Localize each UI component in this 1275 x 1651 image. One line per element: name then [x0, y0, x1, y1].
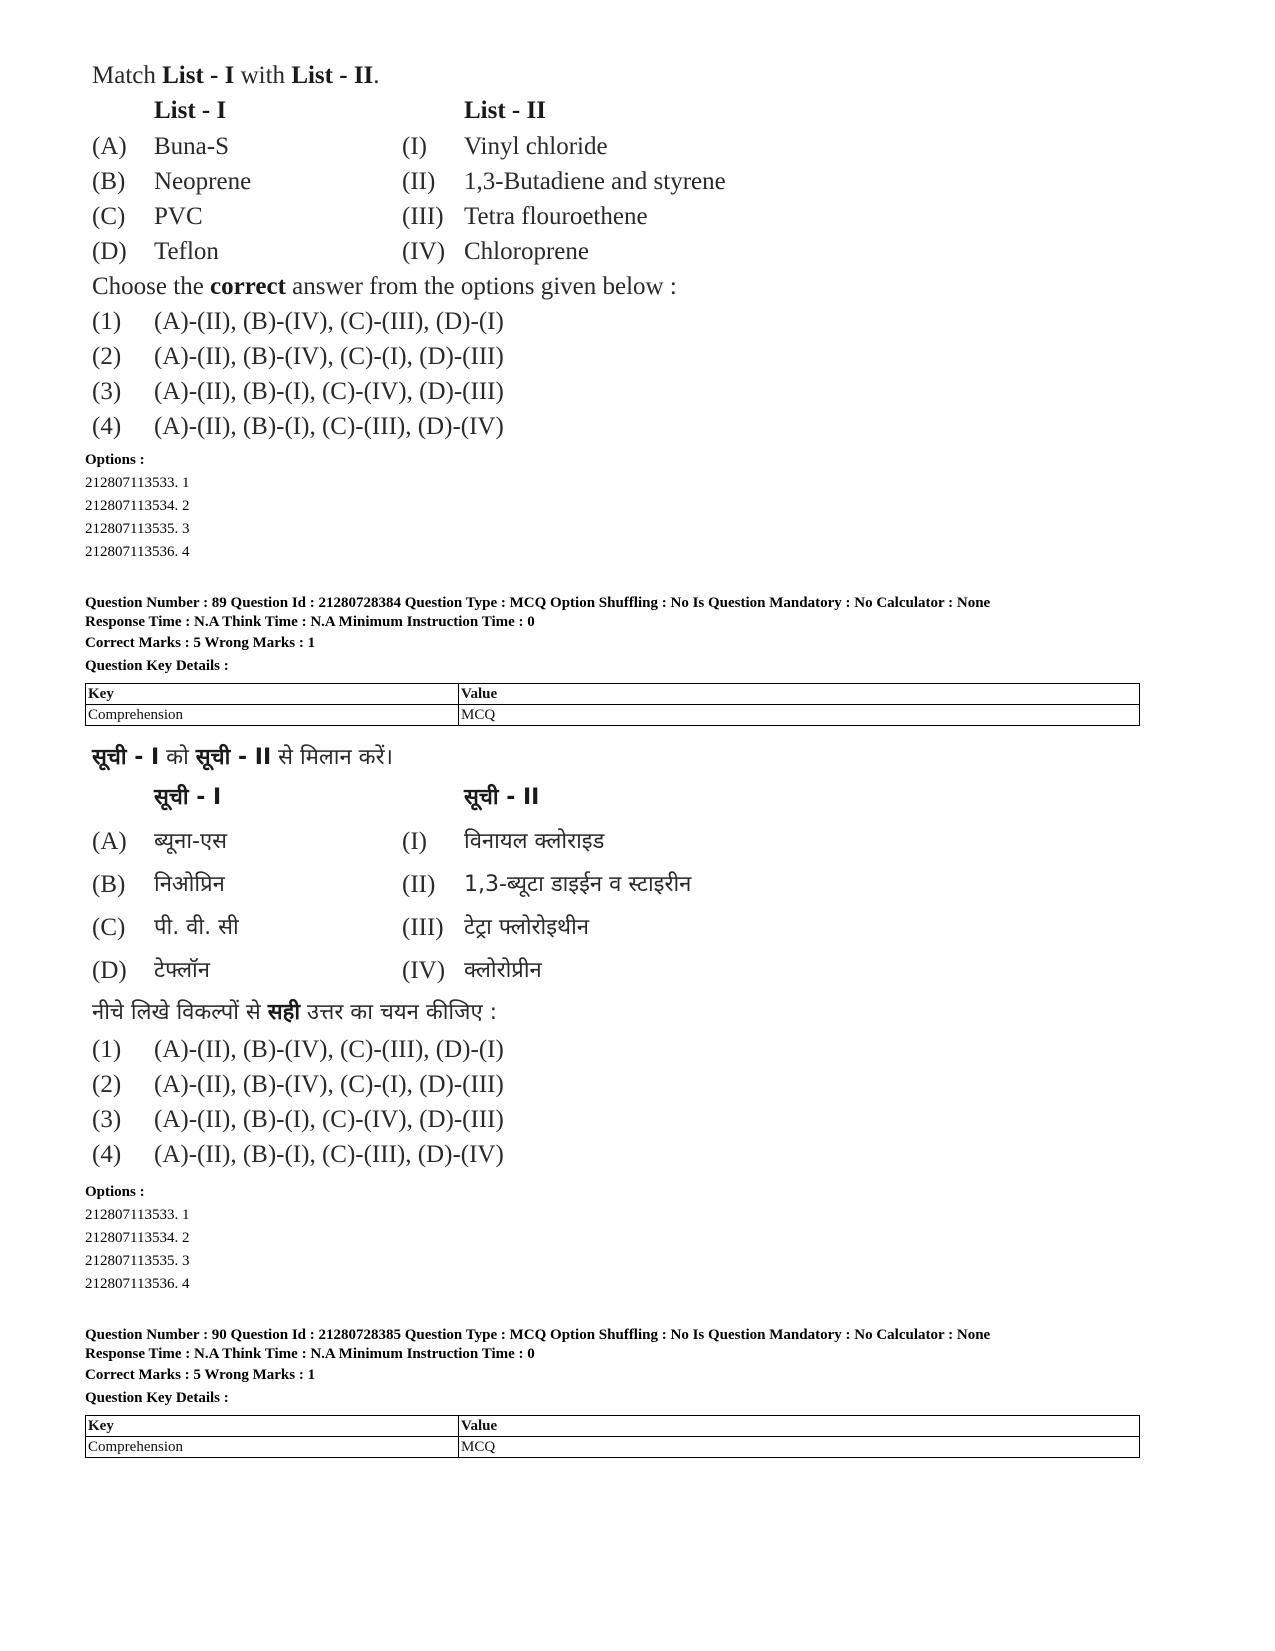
value-cell: MCQ: [459, 1437, 1140, 1458]
choose-text: answer from the options given below :: [285, 273, 677, 300]
match-row: [92, 164, 992, 199]
list1-item: निओप्रिन: [154, 872, 225, 897]
choose-instruction: [92, 992, 992, 1032]
choose-bold: सही: [267, 1000, 301, 1025]
stem-list2: List - II: [291, 62, 374, 89]
option-id: 212807113533. 1: [85, 1207, 190, 1223]
row-numeral: (II): [402, 871, 436, 898]
option-id: 212807113536. 4: [85, 544, 190, 560]
option-number: (1): [92, 1036, 122, 1063]
list1-item: टेफ्लॉन: [154, 958, 210, 983]
question-meta: [85, 1326, 1145, 1410]
marks: Correct Marks : 5 Wrong Marks : 1: [85, 1367, 316, 1383]
option-id: 212807113534. 2: [85, 1230, 190, 1246]
answer-option: [92, 339, 992, 374]
option-text: (A)-(II), (B)-(IV), (C)-(III), (D)-(I): [154, 1036, 504, 1063]
question-header: Question Number : 90 Question Id : 21280728385 Question Type : MCQ Option Shuffling : No Is Question Mandatory : No Calculator : None: [85, 1327, 991, 1343]
list2-item: टेट्रा फ्लोरोइथीन: [464, 915, 590, 940]
row-letter: (D): [92, 238, 127, 265]
question-meta: [85, 594, 1145, 678]
option-number: (4): [92, 1141, 122, 1168]
list2-item: विनायल क्लोराइड: [464, 829, 605, 854]
list2-header: सूची - II: [464, 785, 540, 810]
answer-option: [92, 409, 992, 444]
option-number: (3): [92, 378, 122, 405]
option-id: 212807113533. 1: [85, 475, 190, 491]
table-row: [86, 705, 1140, 726]
stem-text: से मिलान करें।: [271, 745, 393, 770]
match-row: [92, 949, 992, 992]
key-cell: Comprehension: [86, 1437, 459, 1458]
question-image-english: [92, 59, 992, 444]
list2-item: Tetra flouroethene: [464, 203, 648, 230]
question-key-table: [85, 1415, 1140, 1458]
list2-item: Chloroprene: [464, 238, 589, 265]
key-details-label: Question Key Details :: [85, 658, 229, 674]
question-stem: [92, 734, 992, 780]
choose-instruction: [92, 269, 992, 304]
row-numeral: (I): [402, 133, 427, 160]
answer-option: [92, 1137, 992, 1172]
option-text: (A)-(II), (B)-(IV), (C)-(III), (D)-(I): [154, 308, 504, 335]
choose-text: Choose the: [92, 273, 211, 300]
list1-item: Neoprene: [154, 168, 252, 195]
choose-text: नीचे लिखे विकल्पों से: [92, 1000, 268, 1025]
match-row: [92, 234, 992, 269]
row-letter: (B): [92, 168, 126, 195]
options-list: [85, 449, 1145, 564]
match-row: [92, 906, 992, 949]
key-details-label: Question Key Details :: [85, 1390, 229, 1406]
option-id: 212807113534. 2: [85, 498, 190, 514]
marks: Correct Marks : 5 Wrong Marks : 1: [85, 635, 316, 651]
choose-text: उत्तर का चयन कीजिए :: [300, 1000, 498, 1025]
row-numeral: (II): [402, 168, 436, 195]
answer-option: [92, 1032, 992, 1067]
list1-item: ब्यूना-एस: [154, 829, 228, 854]
stem-text: .: [373, 62, 380, 89]
option-number: (4): [92, 413, 122, 440]
row-numeral: (IV): [402, 238, 446, 265]
response-time: Response Time : N.A Think Time : N.A Minimum Instruction Time : 0: [85, 1346, 535, 1362]
question-header: Question Number : 89 Question Id : 21280728384 Question Type : MCQ Option Shuffling : No Is Question Mandatory : No Calculator : None: [85, 595, 991, 611]
stem-list2: सूची - II: [195, 745, 272, 770]
row-letter: (A): [92, 828, 127, 855]
row-letter: (C): [92, 914, 126, 941]
list1-item: Buna-S: [154, 133, 229, 160]
row-letter: (A): [92, 133, 127, 160]
key-header: Key: [86, 684, 459, 705]
row-numeral: (I): [402, 828, 427, 855]
list2-item: क्लोरोप्रीन: [464, 958, 542, 983]
list2-item: 1,3-Butadiene and styrene: [464, 168, 726, 195]
list-headers: [92, 780, 992, 820]
answer-option: [92, 374, 992, 409]
option-text: (A)-(II), (B)-(I), (C)-(III), (D)-(IV): [154, 1141, 504, 1168]
key-header: Key: [86, 1416, 459, 1437]
list1-item: पी. वी. सी: [154, 915, 239, 940]
question-stem: [92, 59, 992, 93]
choose-bold: correct: [210, 273, 286, 300]
stem-text: with: [234, 62, 292, 89]
value-cell: MCQ: [459, 705, 1140, 726]
option-text: (A)-(II), (B)-(IV), (C)-(I), (D)-(III): [154, 343, 504, 370]
stem-text: Match: [92, 62, 163, 89]
row-numeral: (IV): [402, 957, 446, 984]
match-row: [92, 129, 992, 164]
stem-text: को: [159, 745, 196, 770]
row-numeral: (III): [402, 914, 444, 941]
list2-item: Vinyl chloride: [464, 133, 608, 160]
options-list: [85, 1181, 1145, 1296]
option-text: (A)-(II), (B)-(I), (C)-(IV), (D)-(III): [154, 378, 504, 405]
list-headers: [92, 93, 992, 129]
option-number: (2): [92, 1071, 122, 1098]
value-header: Value: [459, 684, 1140, 705]
option-text: (A)-(II), (B)-(IV), (C)-(I), (D)-(III): [154, 1071, 504, 1098]
answer-option: [92, 304, 992, 339]
key-cell: Comprehension: [86, 705, 459, 726]
option-id: 212807113536. 4: [85, 1276, 190, 1292]
list1-item: Teflon: [154, 238, 219, 265]
option-number: (1): [92, 308, 122, 335]
option-number: (3): [92, 1106, 122, 1133]
table-header-row: [86, 684, 1140, 705]
row-letter: (D): [92, 957, 127, 984]
stem-list1: सूची - I: [92, 745, 160, 770]
row-letter: (B): [92, 871, 126, 898]
row-letter: (C): [92, 203, 126, 230]
option-id: 212807113535. 3: [85, 521, 190, 537]
match-row: [92, 820, 992, 863]
options-label: Options :: [85, 452, 145, 468]
value-header: Value: [459, 1416, 1140, 1437]
match-row: [92, 863, 992, 906]
stem-list1: List - I: [162, 62, 235, 89]
question-image-hindi: [92, 734, 992, 1172]
list2-item: 1,3-ब्यूटा डाइईन व स्टाइरीन: [464, 872, 692, 897]
match-row: [92, 199, 992, 234]
list1-item: PVC: [154, 203, 203, 230]
option-number: (2): [92, 343, 122, 370]
question-key-table: [85, 683, 1140, 726]
list1-header: सूची - I: [154, 785, 222, 810]
response-time: Response Time : N.A Think Time : N.A Minimum Instruction Time : 0: [85, 614, 535, 630]
option-text: (A)-(II), (B)-(I), (C)-(III), (D)-(IV): [154, 413, 504, 440]
answer-option: [92, 1067, 992, 1102]
option-id: 212807113535. 3: [85, 1253, 190, 1269]
list1-header: List - I: [154, 97, 227, 124]
table-header-row: [86, 1416, 1140, 1437]
option-text: (A)-(II), (B)-(I), (C)-(IV), (D)-(III): [154, 1106, 504, 1133]
options-label: Options :: [85, 1184, 145, 1200]
row-numeral: (III): [402, 203, 444, 230]
list2-header: List - II: [464, 97, 546, 124]
answer-option: [92, 1102, 992, 1137]
table-row: [86, 1437, 1140, 1458]
